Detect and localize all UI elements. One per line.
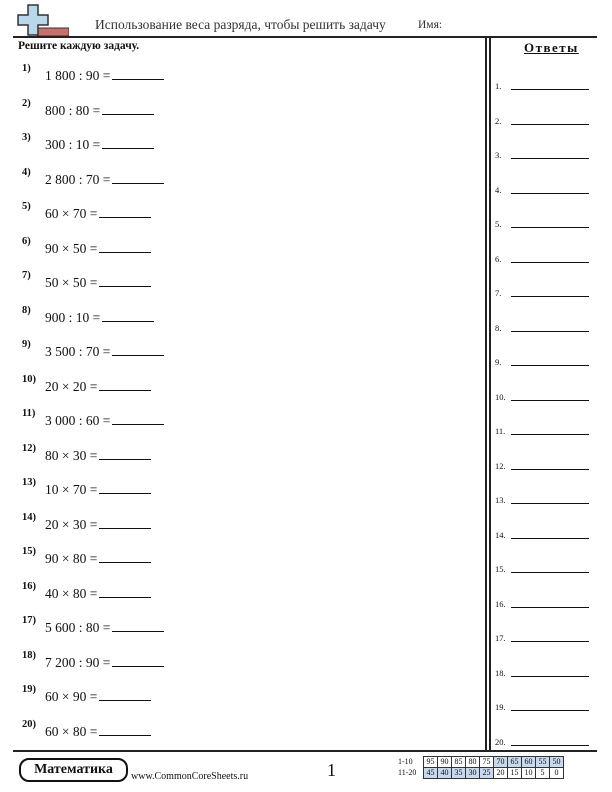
answer-number: 6. xyxy=(495,253,502,264)
answer-line[interactable] xyxy=(511,262,589,263)
problem-number: 11) xyxy=(22,408,36,419)
score-cell: 10 xyxy=(522,768,536,779)
score-cell: 0 xyxy=(550,768,564,779)
problem-expression-text: 7 200 : 90 = xyxy=(45,654,111,670)
score-cell: 80 xyxy=(466,757,480,768)
instructions: Решите каждую задачу. xyxy=(18,40,140,52)
score-cell: 5 xyxy=(536,768,550,779)
problem-expression-text: 20 × 30 = xyxy=(45,516,98,532)
answer-number: 17. xyxy=(495,633,506,643)
answer-row xyxy=(495,217,595,231)
problem-expression-text: 90 × 50 = xyxy=(45,240,98,256)
problem-expression-text: 50 × 50 = xyxy=(45,275,98,290)
answer-number: 8. xyxy=(495,322,502,333)
answer-blank[interactable] xyxy=(102,308,154,322)
problem-expression xyxy=(45,273,151,291)
problem-number: 9) xyxy=(22,339,31,350)
answer-row xyxy=(495,390,595,404)
problem-number: 15) xyxy=(22,546,36,557)
column-divider xyxy=(489,37,491,751)
problem-expression-text: 10 × 70 = xyxy=(45,482,98,497)
answers-title: Ответы xyxy=(524,40,579,55)
problem-number: 4) xyxy=(22,166,31,178)
answer-row xyxy=(495,666,595,680)
site-url: www.CommonCoreSheets.ru xyxy=(131,771,249,782)
answer-number: 9. xyxy=(495,357,502,367)
problem-number: 5) xyxy=(22,201,31,212)
answer-blank[interactable] xyxy=(99,377,151,391)
answer-line[interactable] xyxy=(511,158,589,159)
problem-expression xyxy=(45,653,164,671)
answer-blank[interactable] xyxy=(112,342,164,356)
answer-line[interactable] xyxy=(511,400,589,401)
problem-expression-text: 60 × 70 = xyxy=(45,206,98,221)
problem-expression xyxy=(45,135,154,153)
answer-row xyxy=(495,252,595,266)
answer-number: 7. xyxy=(495,288,502,298)
answer-line[interactable] xyxy=(511,607,589,608)
problem-expression xyxy=(45,411,164,429)
answer-row xyxy=(495,562,595,576)
answer-line[interactable] xyxy=(511,676,589,677)
score-cell: 90 xyxy=(438,757,452,768)
problem-expression-text: 5 600 : 80 = xyxy=(45,620,111,635)
answer-blank[interactable] xyxy=(99,515,151,529)
problem-number: 12) xyxy=(22,442,36,454)
problem-number: 10) xyxy=(22,373,36,385)
answer-line[interactable] xyxy=(511,710,589,711)
score-range-label: 11-20 xyxy=(398,768,417,777)
answer-line[interactable] xyxy=(511,124,589,125)
answer-line[interactable] xyxy=(511,538,589,539)
problem-expression xyxy=(45,515,151,533)
answer-blank[interactable] xyxy=(99,549,151,563)
problem-expression-text: 2 800 : 70 = xyxy=(45,171,111,187)
answer-number: 14. xyxy=(495,529,506,540)
problem-expression-text: 60 × 90 = xyxy=(45,689,98,704)
score-cell: 20 xyxy=(494,768,508,779)
answer-row xyxy=(495,735,595,749)
score-cell: 50 xyxy=(550,757,564,768)
answer-blank[interactable] xyxy=(112,618,164,632)
answer-line[interactable] xyxy=(511,745,589,746)
problem-number: 18) xyxy=(22,649,36,661)
answer-row xyxy=(495,79,595,93)
answer-row xyxy=(495,631,595,645)
problem-expression xyxy=(45,618,164,636)
score-table xyxy=(423,756,564,779)
score-cell: 65 xyxy=(508,757,522,768)
answer-line[interactable] xyxy=(511,193,589,194)
answer-row xyxy=(495,597,595,611)
answer-row xyxy=(495,183,595,197)
answer-line[interactable] xyxy=(511,641,589,642)
answer-row xyxy=(495,493,595,507)
problem-number: 8) xyxy=(22,304,31,316)
header-divider xyxy=(13,36,597,38)
answer-blank[interactable] xyxy=(99,584,151,598)
score-cell: 60 xyxy=(522,757,536,768)
problem-expression xyxy=(45,342,164,360)
answer-blank[interactable] xyxy=(112,653,164,667)
answer-row xyxy=(495,700,595,714)
answer-number: 12. xyxy=(495,460,506,471)
problem-number: 7) xyxy=(22,270,31,281)
problem-number: 13) xyxy=(22,477,36,488)
score-cell: 95 xyxy=(424,757,438,768)
answer-blank[interactable] xyxy=(99,239,151,253)
problem-expression-text: 3 500 : 70 = xyxy=(45,344,111,359)
problem-expression-text: 90 × 80 = xyxy=(45,551,98,566)
score-cell: 75 xyxy=(480,757,494,768)
answer-line[interactable] xyxy=(511,572,589,573)
answer-number: 4. xyxy=(495,184,502,195)
problem-number: 6) xyxy=(22,235,31,247)
answer-row xyxy=(495,148,595,162)
problem-expression-text: 800 : 80 = xyxy=(45,102,101,118)
problem-expression xyxy=(45,377,151,395)
score-cell: 40 xyxy=(438,768,452,779)
answer-number: 1. xyxy=(495,81,502,91)
problem-number: 16) xyxy=(22,580,36,592)
answer-number: 13. xyxy=(495,495,506,505)
problem-number: 17) xyxy=(22,615,36,626)
score-cell: 15 xyxy=(508,768,522,779)
problem-expression xyxy=(45,584,151,602)
answer-blank[interactable] xyxy=(99,204,151,218)
answer-row xyxy=(495,114,595,128)
answer-blank[interactable] xyxy=(99,446,151,460)
worksheet-title: Использование веса разряда, чтобы решить задачу xyxy=(95,17,386,32)
answer-line[interactable] xyxy=(511,365,589,366)
score-cell: 30 xyxy=(466,768,480,779)
problem-expression-text: 3 000 : 60 = xyxy=(45,413,111,428)
answer-line[interactable] xyxy=(511,434,589,435)
answer-row xyxy=(495,424,595,438)
answer-row xyxy=(495,355,595,369)
problem-expression xyxy=(45,239,151,257)
score-cell: 45 xyxy=(424,768,438,779)
problem-expression-text: 80 × 30 = xyxy=(45,447,98,463)
answer-line[interactable] xyxy=(511,296,589,297)
answer-number: 2. xyxy=(495,115,502,126)
answer-blank[interactable] xyxy=(112,411,164,425)
problem-number: 19) xyxy=(22,684,36,695)
answer-number: 11. xyxy=(495,426,506,436)
answer-number: 19. xyxy=(495,702,506,712)
answer-row xyxy=(495,321,595,335)
score-cell: 55 xyxy=(536,757,550,768)
problem-number: 14) xyxy=(22,511,36,523)
problem-expression xyxy=(45,687,151,705)
answer-blank[interactable] xyxy=(99,722,151,736)
problem-expression-text: 20 × 20 = xyxy=(45,378,98,394)
problem-expression xyxy=(45,308,154,326)
answer-blank[interactable] xyxy=(112,66,164,80)
problem-expression-text: 1 800 : 90 = xyxy=(45,68,111,83)
problem-expression xyxy=(45,480,151,498)
problem-expression xyxy=(45,204,151,222)
score-cell: 35 xyxy=(452,768,466,779)
answer-number: 5. xyxy=(495,219,502,229)
problem-expression-text: 60 × 80 = xyxy=(45,723,98,739)
answer-row xyxy=(495,528,595,542)
answer-number: 20. xyxy=(495,736,506,747)
answer-number: 18. xyxy=(495,667,506,678)
answer-blank[interactable] xyxy=(99,480,151,494)
answer-blank[interactable] xyxy=(99,687,151,701)
column-divider xyxy=(485,37,487,751)
score-cell: 85 xyxy=(452,757,466,768)
problem-expression-text: 900 : 10 = xyxy=(45,309,101,325)
answer-line[interactable] xyxy=(511,89,589,90)
problem-expression-text: 40 × 80 = xyxy=(45,585,98,601)
problem-expression xyxy=(45,722,151,740)
brand-badge: Математика xyxy=(19,758,128,782)
problem-expression xyxy=(45,66,164,84)
problem-expression-text: 300 : 10 = xyxy=(45,137,101,152)
answer-number: 15. xyxy=(495,564,506,574)
score-cell: 25 xyxy=(480,768,494,779)
problem-expression xyxy=(45,446,151,464)
answer-number: 3. xyxy=(495,150,502,160)
problem-number: 2) xyxy=(22,97,31,109)
name-label: Имя: xyxy=(418,19,443,31)
problem-expression xyxy=(45,170,164,188)
problem-expression xyxy=(45,101,154,119)
answer-blank[interactable] xyxy=(112,170,164,184)
score-range-label: 1-10 xyxy=(398,757,413,766)
answer-blank[interactable] xyxy=(99,273,151,287)
answer-blank[interactable] xyxy=(102,101,154,115)
answer-row xyxy=(495,286,595,300)
answer-blank[interactable] xyxy=(102,135,154,149)
worksheet-logo xyxy=(17,4,69,36)
page-number: 1 xyxy=(327,760,336,780)
problem-expression xyxy=(45,549,151,567)
problem-number: 1) xyxy=(22,63,31,74)
footer-divider xyxy=(13,750,597,752)
answer-line[interactable] xyxy=(511,469,589,470)
score-cell: 70 xyxy=(494,757,508,768)
answer-line[interactable] xyxy=(511,503,589,504)
answer-row xyxy=(495,459,595,473)
problem-number: 20) xyxy=(22,718,36,730)
answer-line[interactable] xyxy=(511,227,589,228)
answer-number: 10. xyxy=(495,391,506,402)
answer-line[interactable] xyxy=(511,331,589,332)
problem-number: 3) xyxy=(22,132,31,143)
answer-number: 16. xyxy=(495,598,506,609)
